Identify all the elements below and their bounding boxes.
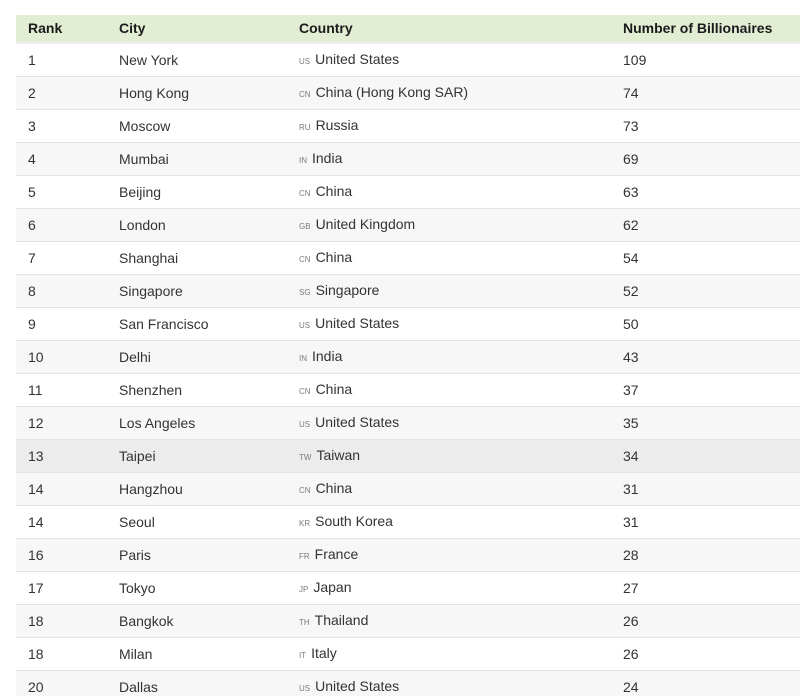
count-cell: 73 — [611, 110, 800, 143]
country-code: gb — [299, 218, 311, 232]
country-code: us — [299, 317, 311, 331]
count-cell: 50 — [611, 308, 800, 341]
city-cell: Seoul — [107, 506, 287, 539]
rank-cell: 12 — [16, 407, 107, 440]
country-name: Japan — [313, 579, 352, 595]
city-cell: Singapore — [107, 275, 287, 308]
city-cell: Paris — [107, 539, 287, 572]
rank-cell: 10 — [16, 341, 107, 374]
country-cell — [287, 143, 611, 176]
country-code: sg — [299, 284, 311, 298]
table-row — [16, 638, 800, 671]
country-name: Russia — [315, 117, 359, 133]
table-row — [16, 341, 800, 374]
rank-cell: 3 — [16, 110, 107, 143]
country-cell — [287, 539, 611, 572]
country-cell — [287, 572, 611, 605]
rank-cell: 6 — [16, 209, 107, 242]
country-cell — [287, 638, 611, 671]
country-code: cn — [299, 251, 311, 265]
country-code: cn — [299, 383, 311, 397]
country-cell — [287, 77, 611, 110]
table-row — [16, 407, 800, 440]
country-cell — [287, 440, 611, 473]
rank-cell: 13 — [16, 440, 107, 473]
rank-cell: 11 — [16, 374, 107, 407]
city-cell: San Francisco — [107, 308, 287, 341]
country-cell — [287, 43, 611, 77]
country-code: cn — [299, 185, 311, 199]
city-cell: Shanghai — [107, 242, 287, 275]
table-row — [16, 43, 800, 77]
country-cell — [287, 308, 611, 341]
country-code: cn — [299, 482, 311, 496]
country-code: it — [299, 647, 307, 661]
table-row — [16, 506, 800, 539]
country-code: in — [299, 152, 307, 166]
city-cell: Milan — [107, 638, 287, 671]
country-cell — [287, 209, 611, 242]
city-cell: Los Angeles — [107, 407, 287, 440]
city-cell: Beijing — [107, 176, 287, 209]
country-name: United Kingdom — [315, 216, 416, 232]
count-cell: 74 — [611, 77, 800, 110]
count-cell: 24 — [611, 671, 800, 696]
rank-cell: 18 — [16, 605, 107, 638]
city-cell: Dallas — [107, 671, 287, 696]
rank-cell: 1 — [16, 43, 107, 77]
country-cell — [287, 605, 611, 638]
count-cell: 63 — [611, 176, 800, 209]
country-cell — [287, 473, 611, 506]
rank-cell: 20 — [16, 671, 107, 696]
country-name: United States — [315, 315, 400, 331]
count-cell: 26 — [611, 638, 800, 671]
column-header-rank: Rank — [16, 15, 107, 43]
country-name: China — [315, 183, 353, 199]
country-cell — [287, 671, 611, 696]
table-row — [16, 143, 800, 176]
table-header — [16, 15, 800, 43]
country-code: tw — [299, 449, 312, 463]
country-cell — [287, 242, 611, 275]
table-row — [16, 77, 800, 110]
city-cell: London — [107, 209, 287, 242]
country-name: Taiwan — [316, 447, 361, 463]
page — [0, 15, 800, 696]
city-cell: New York — [107, 43, 287, 77]
count-cell: 52 — [611, 275, 800, 308]
country-name: Thailand — [314, 612, 369, 628]
country-name: Italy — [311, 645, 337, 661]
city-cell: Mumbai — [107, 143, 287, 176]
table-row — [16, 176, 800, 209]
count-cell: 37 — [611, 374, 800, 407]
column-header-city: City — [107, 15, 287, 43]
rank-cell: 14 — [16, 473, 107, 506]
rank-cell: 9 — [16, 308, 107, 341]
count-cell: 31 — [611, 506, 800, 539]
table-row — [16, 473, 800, 506]
city-cell: Hong Kong — [107, 77, 287, 110]
table-row — [16, 110, 800, 143]
country-code: cn — [299, 86, 311, 100]
country-cell — [287, 506, 611, 539]
city-cell: Tokyo — [107, 572, 287, 605]
count-cell: 31 — [611, 473, 800, 506]
country-code: kr — [299, 515, 311, 529]
billionaires-table — [16, 15, 800, 696]
country-cell — [287, 176, 611, 209]
rank-cell: 17 — [16, 572, 107, 605]
header-row — [16, 15, 800, 43]
rank-cell: 8 — [16, 275, 107, 308]
table-row — [16, 209, 800, 242]
rank-cell: 4 — [16, 143, 107, 176]
country-cell — [287, 407, 611, 440]
city-cell: Shenzhen — [107, 374, 287, 407]
country-name: United States — [315, 678, 400, 694]
country-cell — [287, 341, 611, 374]
country-name: India — [312, 348, 343, 364]
city-cell: Delhi — [107, 341, 287, 374]
table-row — [16, 308, 800, 341]
column-header-country: Country — [287, 15, 611, 43]
table-row — [16, 605, 800, 638]
table-row — [16, 374, 800, 407]
country-code: fr — [299, 548, 310, 562]
country-name: United States — [315, 414, 400, 430]
country-name: United States — [315, 51, 400, 67]
table-row — [16, 440, 800, 473]
country-name: China — [315, 381, 353, 397]
count-cell: 34 — [611, 440, 800, 473]
country-cell — [287, 275, 611, 308]
rank-cell: 2 — [16, 77, 107, 110]
rank-cell: 16 — [16, 539, 107, 572]
country-name: China — [315, 249, 353, 265]
rank-cell: 14 — [16, 506, 107, 539]
count-cell: 54 — [611, 242, 800, 275]
rank-cell: 5 — [16, 176, 107, 209]
country-name: Singapore — [315, 282, 380, 298]
country-code: in — [299, 350, 307, 364]
city-cell: Taipei — [107, 440, 287, 473]
count-cell: 26 — [611, 605, 800, 638]
country-name: China (Hong Kong SAR) — [315, 84, 469, 100]
count-cell: 35 — [611, 407, 800, 440]
rank-cell: 18 — [16, 638, 107, 671]
count-cell: 69 — [611, 143, 800, 176]
country-name: China — [315, 480, 353, 496]
city-cell: Moscow — [107, 110, 287, 143]
table-row — [16, 572, 800, 605]
count-cell: 62 — [611, 209, 800, 242]
country-cell — [287, 374, 611, 407]
rank-cell: 7 — [16, 242, 107, 275]
table-row — [16, 671, 800, 696]
count-cell: 109 — [611, 43, 800, 77]
count-cell: 28 — [611, 539, 800, 572]
country-code: us — [299, 680, 311, 694]
table-row — [16, 275, 800, 308]
country-cell — [287, 110, 611, 143]
city-cell: Hangzhou — [107, 473, 287, 506]
country-name: France — [314, 546, 359, 562]
country-code: us — [299, 53, 311, 67]
country-name: South Korea — [315, 513, 393, 529]
table-row — [16, 242, 800, 275]
country-name: India — [312, 150, 343, 166]
column-header-billionaires: Number of Billionaires — [611, 15, 800, 43]
country-code: th — [299, 614, 310, 628]
country-code: jp — [299, 581, 309, 595]
table-row — [16, 539, 800, 572]
city-cell: Bangkok — [107, 605, 287, 638]
count-cell: 27 — [611, 572, 800, 605]
table-body — [16, 43, 800, 696]
country-code: ru — [299, 119, 311, 133]
count-cell: 43 — [611, 341, 800, 374]
country-code: us — [299, 416, 311, 430]
